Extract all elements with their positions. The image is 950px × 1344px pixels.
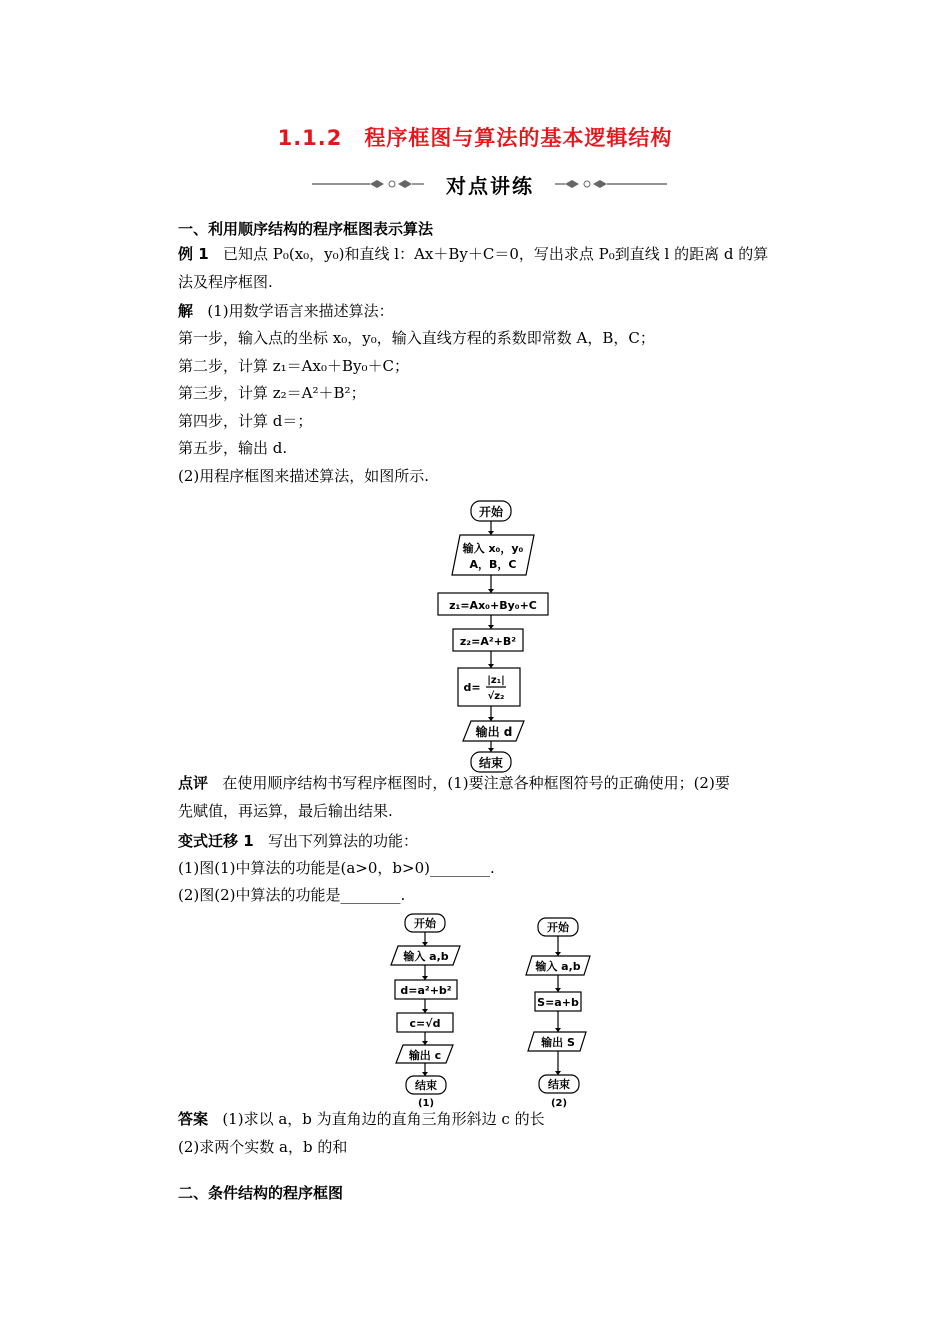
comment-line-2: 先赋值，再运算，最后输出结果. xyxy=(178,802,393,820)
flowchart-3 xyxy=(518,912,608,1110)
comment-label: 点评 xyxy=(178,774,209,792)
flow1-d-den: √z₂ xyxy=(487,691,505,702)
example-1-line-2: 法及程序框图. xyxy=(178,273,273,291)
flow2-start-text: 开始 xyxy=(414,917,436,930)
banner-label: 对点讲练 xyxy=(446,174,534,198)
variant-q1: (1)图(1)中算法的功能是(a>0，b>0)________. xyxy=(178,859,495,877)
solution-line-1 xyxy=(178,301,394,321)
example-1-line-1 xyxy=(178,244,768,264)
flow1-d-lhs: d= xyxy=(463,681,481,694)
flow2-c-text: c=√d xyxy=(409,1017,441,1030)
variant-line xyxy=(178,831,418,851)
solution-label: 解 xyxy=(178,302,194,320)
flow1-end-text: 结束 xyxy=(478,756,504,770)
flow1-start-text: 开始 xyxy=(478,505,504,519)
flow3-output-text: 输出 S xyxy=(541,1036,575,1049)
flow2-d-text: d=a²+b² xyxy=(400,984,452,997)
flowchart-2 xyxy=(385,910,475,1110)
flow3-end-text: 结束 xyxy=(548,1078,570,1091)
comment-text: 在使用顺序结构书写程序框图时，(1)要注意各种框图符号的正确使用；(2)要 xyxy=(222,774,730,792)
answer-label: 答案 xyxy=(178,1110,209,1128)
flow3-start-text: 开始 xyxy=(547,921,569,934)
step-4: 第四步，计算 d＝； xyxy=(178,412,313,430)
flow2-caption: (1) xyxy=(417,1098,435,1109)
example-text: 已知点 P₀(x₀，y₀)和直线 l：Ax＋By＋C＝0，写出求点 P₀到直线 l 的距离 d 的算 xyxy=(222,245,769,263)
step-1: 第一步，输入点的坐标 x₀，y₀，输入直线方程的系数即常数 A，B，C； xyxy=(178,329,655,347)
flow2-output-text: 输出 c xyxy=(408,1049,442,1062)
section-heading-2: 二、条件结构的程序框图 xyxy=(178,1184,344,1202)
section-banner xyxy=(0,170,950,200)
flow3-input-text: 输入 a,b xyxy=(535,960,581,973)
answer-text: (1)求以 a，b 为直角边的直角三角形斜边 c 的长 xyxy=(222,1110,545,1128)
step-5: 第五步，输出 d. xyxy=(178,439,288,457)
flow1-input-text-2: A，B，C xyxy=(469,558,517,571)
flow3-s-text: S=a+b xyxy=(537,996,579,1009)
flow2-end-text: 结束 xyxy=(415,1079,437,1092)
flow1-z1-text: z₁=Ax₀+By₀+C xyxy=(449,599,537,612)
flow1-input-text-1: 输入 x₀，y₀ xyxy=(462,542,524,555)
section-heading-1: 一、利用顺序结构的程序框图表示算法 xyxy=(178,220,434,238)
answer-line-2: (2)求两个实数 a，b 的和 xyxy=(178,1138,348,1156)
answer-line-1 xyxy=(178,1109,545,1129)
flow1-d-num: |z₁| xyxy=(487,675,505,686)
page-title: 1.1.2 程序框图与算法的基本逻辑结构 xyxy=(277,126,673,150)
flow1-output-text: 输出 d xyxy=(475,725,513,739)
flow3-caption: (2) xyxy=(550,1098,568,1109)
step-3: 第三步，计算 z₂＝A²＋B²； xyxy=(178,384,366,402)
variant-text: 写出下列算法的功能： xyxy=(267,832,418,850)
variant-q2: (2)图(2)中算法的功能是________. xyxy=(178,886,406,904)
flowchart-1 xyxy=(430,495,560,775)
step-2: 第二步，计算 z₁＝Ax₀＋By₀＋C； xyxy=(178,357,409,375)
example-label: 例 1 xyxy=(178,245,209,263)
flow2-input-text: 输入 a,b xyxy=(403,950,449,963)
flow1-z2-text: z₂=A²+B² xyxy=(459,635,517,648)
solution-text: (1)用数学语言来描述算法： xyxy=(207,302,394,320)
comment-line-1 xyxy=(178,773,730,793)
variant-label: 变式迁移 1 xyxy=(178,832,254,850)
solution-line-2: (2)用程序框图来描述算法，如图所示. xyxy=(178,467,430,485)
